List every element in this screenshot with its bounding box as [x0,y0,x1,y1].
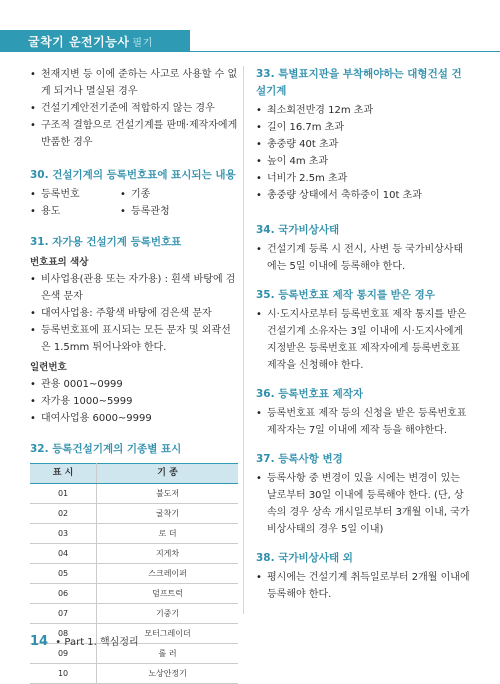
section-35-title: 35. 등록번호표 제작 통지를 받은 경우 [256,289,435,301]
section-36-title: 36. 등록번호표 제작자 [256,388,364,400]
type-cell: 롤 러 [97,644,238,664]
section-34-title: 34. 국가비상사태 [256,224,340,236]
table-row [30,524,238,544]
list-item: • 건설기계안전기준에 적합하지 않는 경우 [30,100,240,117]
type-cell: 스크레이퍼 [97,564,238,584]
type-cell: 지게차 [97,544,238,564]
section-32-title: 32. 등록건설기계의 기종별 표시 [30,443,182,455]
column-divider [243,66,244,614]
list-item: • 자가용 1000~5999 [30,393,240,410]
code-cell: 03 [30,524,97,544]
list-item: • 너비가 2.5m 초과 [256,170,470,187]
header-title: 굴착기 운전기능사 필기 [28,35,153,49]
code-cell: 02 [30,504,97,524]
table-row [30,564,238,584]
list-item: • 총중량 40t 초과 [256,136,470,153]
list-item: • 천재지변 등 이에 준하는 사고로 사용할 수 없게 되거나 멸실된 경우 [30,66,240,100]
machine-code-table [30,463,238,684]
type-cell: 덤프트럭 [97,584,238,604]
list-item: • 최소회전반경 12m 초과 [256,102,470,119]
table-row [30,484,238,504]
code-cell: 07 [30,604,97,624]
color-heading: 번호표의 색상 [30,257,89,268]
section-33-title: 33. 특별표지판을 부착해야하는 대형건설 건설기계 [256,68,462,97]
list-item: • 등록번호표 제작 등의 신청을 받은 등록번호표 제작자는 7일 이내에 제작 등을 해야한다. [256,405,470,439]
type-cell: 모터그레이더 [97,624,238,644]
left-column [30,66,240,684]
header-rule [190,51,500,52]
section-30-list [30,186,240,220]
list-item: • 구조적 결함으로 건설기계를 판매·제작자에게 반품한 경우 [30,117,240,151]
list-item: • 총중량 상태에서 축하중이 10t 초과 [256,187,470,204]
page-header [0,0,500,54]
code-cell: 05 [30,564,97,584]
section-30-title: 30. 건설기계의 등록번호표에 표시되는 내용 [30,169,236,181]
column-header: 기 종 [97,464,238,484]
list-item: • 기종 [120,186,240,203]
section-38-title: 38. 국가비상사태 외 [256,552,353,564]
page-number: 14 [30,634,49,649]
header-subtitle: 필기 [132,38,153,49]
type-cell: 로 더 [97,524,238,544]
table-row [30,664,238,684]
table-row [30,584,238,604]
part-label: Part 1. 핵심정리 [64,637,139,648]
list-item: • 높이 4m 초과 [256,153,470,170]
list-item: • 등록관청 [120,203,240,220]
table-header-row [30,464,238,484]
code-cell: 09 [30,644,97,664]
type-cell: 굴착기 [97,504,238,524]
type-cell: 노상안정기 [97,664,238,684]
code-cell: 01 [30,484,97,504]
table-row [30,504,238,524]
code-cell: 06 [30,584,97,604]
list-item: • 대여사업용 6000~9999 [30,410,240,427]
list-item: • 대여사업용: 주황색 바탕에 검은색 문자 [30,305,240,322]
serial-heading: 일련번호 [30,362,67,373]
column-header: 표 시 [30,464,97,484]
type-cell: 불도저 [97,484,238,504]
table-row [30,544,238,564]
bullet-icon: • [55,637,62,648]
list-item: • 시·도지사로부터 등록번호표 제작 통지를 받은 건설기계 소유자는 3일 이내에 시·도지사에게 지정받은 등록번호표 제작자에게 등록번호표 제작을 신청해야 한다. [256,306,470,374]
code-cell: 08 [30,624,97,644]
list-item: • 등록번호 [30,186,120,203]
list-item: • 용도 [30,203,120,220]
code-cell: 04 [30,544,97,564]
list-item: • 길이 16.7m 초과 [256,119,470,136]
section-37-title: 37. 등록사항 변경 [256,453,343,465]
list-item: • 등록번호표에 표시되는 모든 문자 및 외곽선은 1.5mm 튀어나와야 한다. [30,322,240,356]
page-footer [30,633,139,649]
code-cell: 10 [30,664,97,684]
right-column [256,66,470,603]
list-item: • 등록사항 중 변경이 있을 시에는 변경이 있는 날로부터 30일 이내에 등록해야 한다. (단, 상속의 경우 상속 개시일로부터 3개월 이내, 국가비상사태의 경우 5일 이내) [256,470,470,538]
list-item: • 비사업용(관용 또는 자가용) : 흰색 바탕에 검은색 문자 [30,271,240,305]
type-cell: 기중기 [97,604,238,624]
list-item: • 관용 0001~0999 [30,376,240,393]
list-item: • 평시에는 건설기계 취득일로부터 2개월 이내에 등록해야 한다. [256,569,470,603]
table-row [30,604,238,624]
list-item: • 건설기계 등록 시 전시, 사변 등 국가비상사태에는 5일 이내에 등록해야 한다. [256,241,470,275]
section-31-title: 31. 자가용 건설기계 등록번호표 [30,236,182,248]
